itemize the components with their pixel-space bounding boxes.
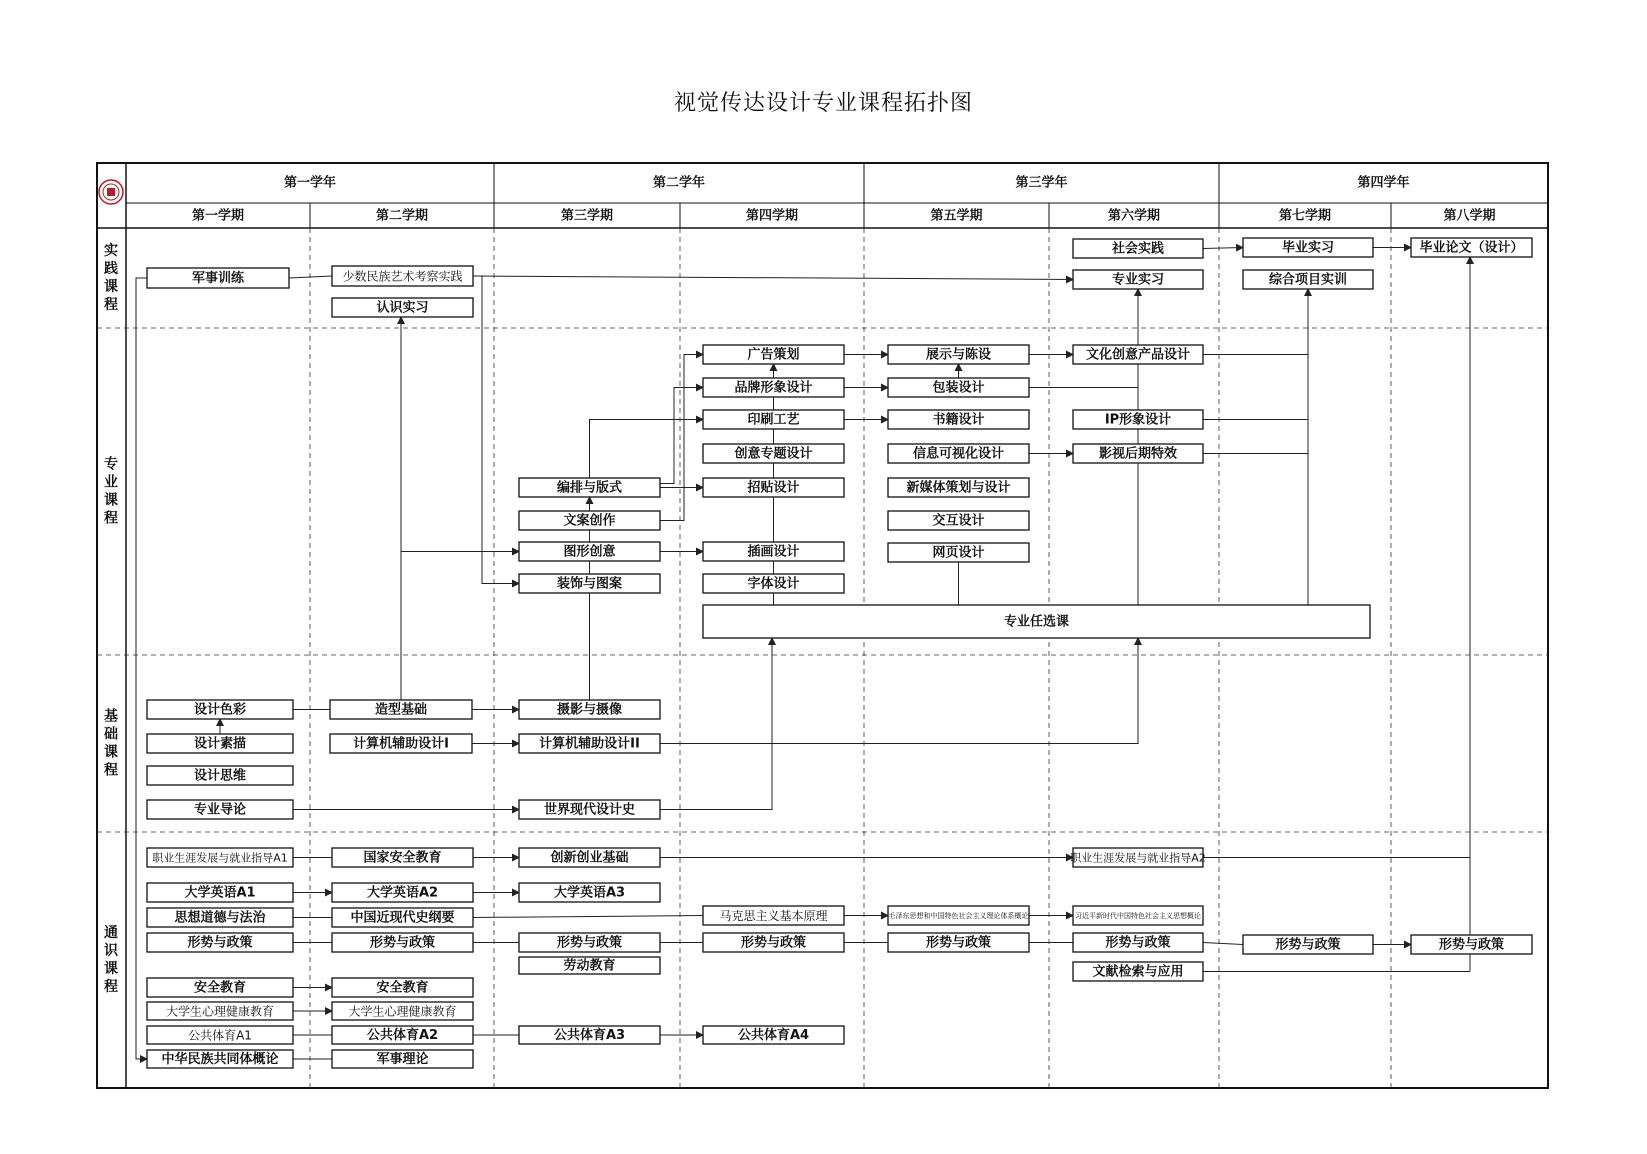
category-label: 程	[104, 510, 118, 527]
course-box-jsll	[332, 1050, 473, 1068]
course-label: 专业任选课	[1003, 614, 1070, 630]
course-box-wacz	[519, 511, 660, 530]
course-label: 摄影与摄像	[556, 702, 623, 718]
course-label: 计算机辅助设计II	[539, 736, 640, 752]
semester-header: 第六学期	[1107, 208, 1161, 224]
course-label: 设计色彩	[193, 702, 247, 718]
semester-header: 第二学期	[375, 208, 429, 224]
course-label: 插画设计	[747, 544, 800, 560]
course-box-ty1	[147, 1026, 293, 1044]
course-box-sjsj	[888, 410, 1029, 429]
course-box-sjse	[147, 700, 293, 719]
course-label: 展示与陈设	[925, 347, 992, 363]
course-box-zgjd	[332, 908, 473, 927]
course-label: 大学生心理健康教育	[348, 1004, 457, 1019]
category-label: 课	[104, 492, 118, 509]
category-label: 基	[104, 708, 118, 725]
course-box-sjsw	[147, 766, 293, 785]
course-box-wysj	[888, 543, 1029, 562]
course-label: 大学生心理健康教育	[165, 1004, 275, 1019]
course-box-mzd	[888, 906, 1029, 925]
course-box-gjaq	[332, 848, 473, 867]
course-label: 交互设计	[932, 513, 985, 529]
course-box-xl1	[147, 1002, 293, 1020]
course-label: 毕业实习	[1281, 240, 1335, 256]
course-box-zxjc	[330, 700, 472, 719]
course-label: 大学英语A1	[184, 885, 256, 901]
semester-header: 第三学期	[560, 208, 614, 224]
course-label: 认识实习	[376, 300, 429, 316]
course-box-xs8	[1411, 935, 1532, 954]
category-label: 业	[104, 474, 118, 491]
semester-header: 第七学期	[1278, 208, 1332, 224]
course-label: 包装设计	[932, 380, 985, 396]
semester-header: 第四学期	[745, 208, 799, 224]
course-label: 习近平新时代中国特色社会主义思想概论	[1075, 912, 1201, 920]
course-label: 网页设计	[932, 545, 985, 561]
course-box-shsj	[1073, 239, 1203, 258]
course-box-whcy	[1073, 345, 1203, 364]
course-label: 公共体育A2	[366, 1028, 439, 1043]
course-box-jsj1	[330, 734, 472, 753]
course-label: 印刷工艺	[747, 412, 800, 428]
course-label: 社会实践	[1111, 241, 1165, 257]
course-box-jhsj	[888, 511, 1029, 530]
course-label: 军事训练	[191, 271, 245, 286]
category-label: 践	[104, 261, 118, 277]
course-box-xs2	[332, 933, 473, 952]
course-label: 文献检索与应用	[1092, 964, 1184, 980]
semester-header: 第五学期	[930, 208, 983, 224]
course-box-yy1	[147, 883, 293, 902]
course-box-xjp	[1073, 906, 1203, 925]
course-label: 国家安全教育	[363, 850, 442, 866]
course-box-cxcy	[519, 848, 660, 867]
course-box-ty2	[332, 1026, 473, 1044]
course-box-sysx	[519, 700, 660, 719]
course-label: 形势与政策	[556, 935, 623, 951]
course-box-zsyc	[888, 345, 1029, 364]
category-label: 础	[104, 726, 118, 743]
course-label: 造型基础	[374, 702, 428, 718]
course-label: 招贴设计	[747, 480, 800, 496]
course-box-xl2	[332, 1002, 473, 1020]
course-box-ztxs	[703, 574, 844, 593]
course-label: 军事理论	[376, 1052, 429, 1067]
course-label: 编排与版式	[556, 480, 623, 496]
course-box-zhxm	[1243, 270, 1373, 289]
course-label: 专业实习	[1111, 272, 1165, 288]
course-label: IP形象设计	[1104, 412, 1172, 428]
course-label: 品牌形象设计	[734, 380, 813, 396]
course-box-xs6	[1073, 933, 1203, 952]
year-header: 第四学年	[1357, 175, 1410, 191]
course-box-wxjs	[1073, 962, 1203, 981]
course-box-ppxx	[703, 378, 844, 397]
course-label: 设计思维	[193, 768, 247, 784]
course-label: 安全教育	[193, 980, 247, 996]
category-label: 识	[104, 943, 118, 959]
course-label: 装饰与图案	[556, 576, 623, 592]
course-label: 书籍设计	[932, 412, 985, 428]
course-box-ipxx	[1073, 410, 1203, 429]
course-box-zysx	[1073, 270, 1203, 289]
course-label: 形势与政策	[1105, 935, 1171, 951]
course-label: 字体设计	[747, 576, 800, 592]
course-box-zyjy1	[147, 848, 293, 867]
course-box-mks	[703, 906, 844, 925]
course-label: 劳动教育	[563, 958, 616, 974]
course-label: 公共体育A4	[737, 1028, 810, 1043]
category-label: 课	[104, 279, 118, 295]
category-label: 程	[104, 979, 118, 995]
course-box-jsj2	[519, 734, 660, 753]
course-label: 计算机辅助设计I	[353, 736, 449, 752]
university-seal-icon	[99, 180, 123, 204]
page-title: 视觉传达设计专业课程拓扑图	[673, 91, 973, 116]
course-box-xs7	[1243, 935, 1373, 954]
course-box-ztsj	[703, 478, 844, 497]
course-box-xmtc	[888, 478, 1029, 497]
course-label: 文案创作	[563, 513, 616, 529]
year-header: 第三学年	[1015, 175, 1068, 191]
course-label: 中国近现代史纲要	[350, 910, 455, 926]
course-box-sjxd	[519, 800, 660, 819]
course-box-xxks	[888, 444, 1029, 463]
course-label: 大学英语A2	[366, 885, 439, 901]
course-box-ty4	[703, 1026, 844, 1044]
course-box-cyzt	[703, 444, 844, 463]
course-box-zyrx	[703, 605, 1370, 638]
course-label: 新媒体策划与设计	[906, 480, 1011, 496]
semester-header: 第八学期	[1443, 208, 1496, 224]
course-box-ysha	[1073, 444, 1203, 463]
course-box-zhmz	[147, 1050, 293, 1068]
course-label: 创新创业基础	[550, 850, 629, 866]
course-box-xs3	[519, 933, 660, 952]
course-label: 专业导论	[193, 802, 247, 818]
course-box-yy3	[519, 883, 660, 902]
course-label: 马克思主义基本原理	[719, 909, 828, 923]
course-box-bysx	[1243, 238, 1373, 257]
course-box-jssx	[147, 268, 289, 288]
course-box-xs5	[888, 933, 1029, 952]
course-box-zydl	[147, 800, 293, 819]
course-label: 大学英语A3	[553, 885, 626, 901]
course-box-aq1	[147, 978, 293, 997]
course-label: 职业生涯发展与就业指导A2	[1070, 851, 1206, 865]
course-box-sxdd	[147, 908, 293, 927]
course-box-bzsj	[888, 378, 1029, 397]
course-box-rssx	[332, 298, 473, 317]
course-box-xs4	[703, 933, 844, 952]
course-label: 世界现代设计史	[543, 802, 636, 818]
category-label: 程	[104, 762, 118, 779]
category-label: 课	[104, 961, 118, 977]
course-box-yy2	[332, 883, 473, 902]
course-label: 公共体育A3	[553, 1028, 626, 1043]
year-header: 第二学年	[652, 175, 706, 191]
course-label: 公共体育A1	[188, 1028, 252, 1043]
category-label: 课	[104, 744, 118, 761]
course-label: 形势与政策	[369, 935, 436, 951]
course-box-ssmz	[332, 266, 473, 286]
course-box-yssy	[703, 410, 844, 429]
course-box-chsj	[703, 542, 844, 561]
year-header: 第一学年	[283, 175, 337, 191]
course-label: 少数民族艺术考察实践	[342, 269, 463, 284]
course-label: 毕业论文（设计）	[1419, 240, 1524, 256]
course-label: 中华民族共同体概论	[161, 1052, 279, 1067]
course-box-sjsm	[147, 734, 293, 753]
course-label: 影视后期特效	[1098, 446, 1178, 462]
category-label: 实	[104, 243, 118, 259]
course-label: 形势与政策	[1438, 937, 1505, 953]
course-box-txcy	[519, 542, 660, 561]
course-label: 综合项目实训	[1268, 272, 1348, 288]
course-label: 形势与政策	[1275, 937, 1341, 953]
category-label: 程	[104, 297, 118, 313]
course-label: 形势与政策	[925, 935, 992, 951]
course-label: 信息可视化设计	[912, 446, 1005, 462]
course-label: 思想道德与法治	[174, 910, 266, 926]
course-label: 安全教育	[376, 980, 429, 996]
course-box-aq2	[332, 978, 473, 997]
course-label: 设计素描	[193, 736, 247, 752]
course-label: 职业生涯发展与就业指导A1	[152, 851, 288, 865]
course-box-bpyb	[519, 478, 660, 497]
course-label: 形势与政策	[740, 935, 807, 951]
course-label: 形势与政策	[187, 935, 253, 951]
course-label: 图形创意	[563, 544, 616, 560]
category-label: 专	[104, 456, 118, 473]
course-box-zsyt	[519, 574, 660, 593]
course-box-bylw	[1411, 238, 1532, 257]
course-box-xs1	[147, 933, 293, 952]
category-label: 通	[104, 925, 118, 941]
course-box-ggch	[703, 345, 844, 364]
course-label: 广告策划	[747, 347, 800, 363]
course-box-zyjy2	[1070, 848, 1206, 867]
course-label: 创意专题设计	[734, 446, 813, 462]
course-box-ldjy	[519, 957, 660, 974]
semester-header: 第一学期	[191, 208, 245, 224]
course-label: 毛泽东思想和中国特色社会主义理论体系概论	[888, 912, 1029, 920]
course-label: 文化创意产品设计	[1085, 347, 1191, 363]
course-box-ty3	[519, 1026, 660, 1044]
